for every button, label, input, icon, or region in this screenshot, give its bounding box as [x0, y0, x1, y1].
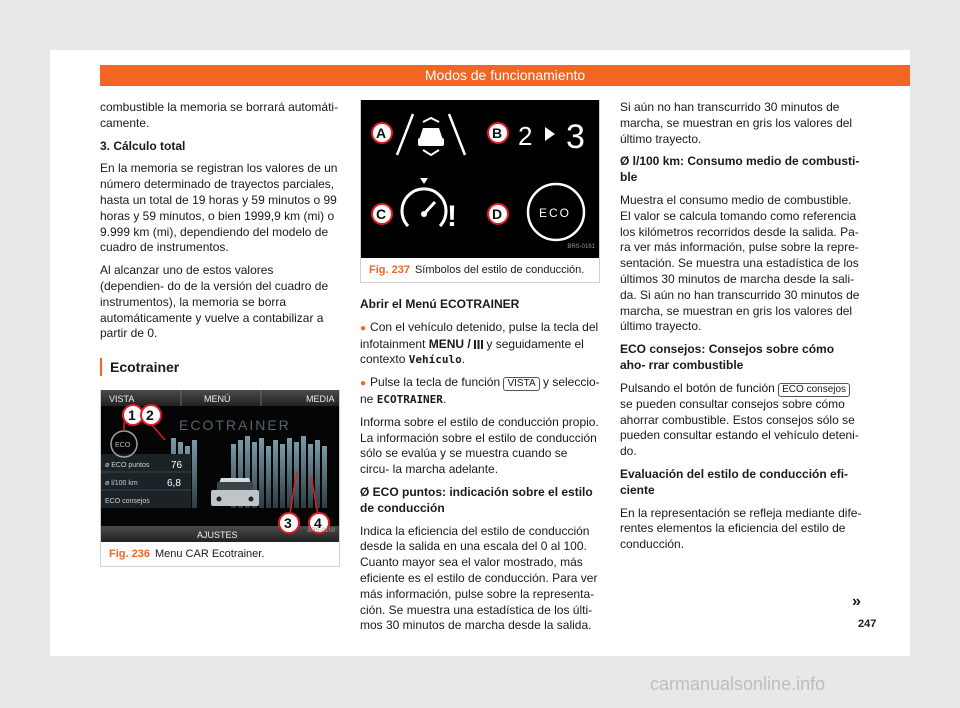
figure-caption-text: Símbolos del estilo de conducción. — [414, 264, 585, 276]
heading-total: 3. Cálculo total — [100, 138, 186, 153]
page-number: 247 — [858, 618, 877, 630]
page-header: Modos de funcionamiento — [100, 65, 910, 86]
heading-eco-tips: ECO consejos: Consejos sobre cómo aho- rrar combustible — [620, 342, 835, 372]
paragraph-eco-points: Indica la eficiencia del estilo de conducción desde la salida en una escala del 0 al 100. Cuanto mayor sea el valor mostrado, más eficiente es el estilo de conducción. Para ver más información, pulse sobre la representa- ción. Se muestra una estadística de los últi- mos 30 minutos de marcha desde la salida. — [360, 523, 598, 633]
figure-number: Fig. 237 — [369, 264, 410, 276]
ecotrainer-label: ECOTRAINER — [179, 417, 291, 434]
section-title-ecotrainer: Ecotrainer — [100, 358, 340, 376]
heading-consumption: Ø l/100 km: Consumo medio de combusti- ble — [620, 154, 860, 185]
vista-key: VISTA — [503, 377, 539, 391]
callout-4: 4 — [314, 515, 322, 532]
watermark: carmanualsonline.info — [650, 674, 826, 694]
row-consumption-value: 6,8 — [167, 478, 181, 490]
bullet-icon — [360, 375, 370, 389]
figure-ref: BRS-0169 — [307, 528, 335, 535]
eco-tips-key: ECO consejos — [778, 383, 850, 397]
bullet-1-text-b: y seguidamente el contexto — [360, 336, 584, 367]
paragraph-intro: combustible la memoria se borrará automáti- camente. — [100, 100, 339, 130]
bullet-1-text-a: Con el vehículo detenido, pulse la tecla del infotainment — [360, 319, 599, 351]
row-eco-tips-label: ECO consejos — [105, 498, 150, 506]
figure-number: Fig. 236 — [109, 548, 150, 561]
label-b: B — [492, 125, 503, 141]
heading-open-menu: Abrir el Menú ECOTRAINER — [360, 297, 520, 311]
tab-vista: VISTA — [109, 394, 135, 405]
figure-236 — [100, 390, 340, 567]
code-ecotrainer: ECOTRAINER — [376, 392, 443, 406]
paragraph-gray: Si aún no han transcurrido 30 minutos de marcha, se muestran en gris los valores del último trayecto. — [620, 100, 853, 146]
apps-grid-icon — [474, 340, 483, 349]
bullet-2-text-a: Pulse la tecla de función — [370, 375, 501, 390]
driving-symbols-graphic — [361, 100, 599, 258]
continue-marker: » — [852, 593, 861, 610]
row-eco-points-label: ø ECO puntos — [105, 462, 150, 470]
bullet-2-end: . — [442, 391, 447, 406]
row-eco-points-value: 76 — [171, 460, 183, 472]
paragraph-info: Informa sobre el estilo de conducción propio. La información sobre el estilo de conducción sólo se evalúa y se muestra cuando se circu- la marcha adelante. — [360, 414, 599, 477]
bullet-2-text-b: y seleccio- ne — [360, 375, 600, 406]
row-consumption-label: ø l/100 km — [105, 480, 138, 488]
paragraph-eco-tips — [620, 381, 862, 460]
label-d: D — [492, 206, 503, 222]
tab-media: MEDIA — [306, 394, 335, 405]
warning-exclamation: ! — [447, 200, 457, 233]
heading-eco-points: Ø ECO puntos: indicación sobre el estilo de conducción — [360, 484, 593, 515]
bullet-1 — [360, 320, 600, 368]
eco-tips-text-a: Pulsando el botón de función — [620, 380, 775, 395]
figure-caption — [361, 258, 599, 282]
driving-style-symbols — [361, 100, 599, 258]
callout-2: 2 — [146, 407, 154, 424]
gear-from: 2 — [518, 121, 533, 151]
figure-caption — [101, 542, 339, 566]
paragraph-evaluation: En la representación se refleja mediante dife- rentes elementos la eficiencia del estilo de conducción. — [620, 505, 862, 552]
column-right — [620, 100, 862, 560]
eco-badge: ECO — [115, 442, 131, 450]
label-a: A — [376, 125, 387, 141]
column-middle — [360, 100, 600, 641]
callout-1: 1 — [128, 407, 136, 424]
ecotrainer-screen-graphic — [101, 390, 339, 542]
bullet-icon — [360, 320, 370, 334]
tab-menu: MENÚ — [204, 394, 231, 405]
eco-tips-text-b: se pueden consultar consejos sobre cómo ahorrar combustible. Estos consejos sólo se pueden consultar estando el vehículo deteni- do. — [620, 396, 859, 459]
bullet-2 — [360, 375, 600, 408]
figure-237 — [360, 100, 600, 283]
column-left — [100, 100, 340, 567]
menu-key: MENU / — [428, 336, 471, 351]
footer-ajustes: AJUSTES — [197, 530, 238, 541]
label-c: C — [376, 206, 387, 222]
paragraph-reset: Al alcanzar uno de estos valores (dependien- do de la versión del cuadro de instrumentos), la memoria se borra automáticamente y vuelve a contabilizar a partir de 0. — [100, 263, 329, 341]
eco-symbol-label: ECO — [539, 206, 572, 220]
figure-ref: BRS-0161 — [567, 244, 595, 251]
bullet-1-end: . — [461, 352, 466, 367]
manual-page — [50, 50, 910, 656]
callout-3: 3 — [284, 515, 292, 532]
ecotrainer-screen — [101, 390, 339, 542]
heading-evaluation: Evaluación del estilo de conducción efi- ciente — [620, 466, 849, 497]
gear-to: 3 — [566, 118, 585, 156]
paragraph-total: En la memoria se registran los valores de un número determinado de trayectos parciales, hasta un total de 19 horas y 59 minutos o 99 horas y 59 minutos, o bien 1999,9 km (mi) o 9.999 km (mi), dependiendo del modelo de cuadro de instrumentos. — [100, 161, 338, 255]
paragraph-consumption: Muestra el consumo medio de combustible. El valor se calcula tomando como referencia los kilómetros recorridos desde la salida. Pa- ra ver más información, pulse sobre la repre- sentación. Se muestra una estadística de los últimos 30 minutos de marcha desde la sali- da. Si aún no han transcurrido 30 minutos de marcha, se muestran en gris los valores del último trayecto. — [620, 192, 860, 334]
context-vehiculo: Vehículo — [408, 353, 462, 367]
figure-caption-text: Menu CAR Ecotrainer. — [154, 548, 265, 561]
